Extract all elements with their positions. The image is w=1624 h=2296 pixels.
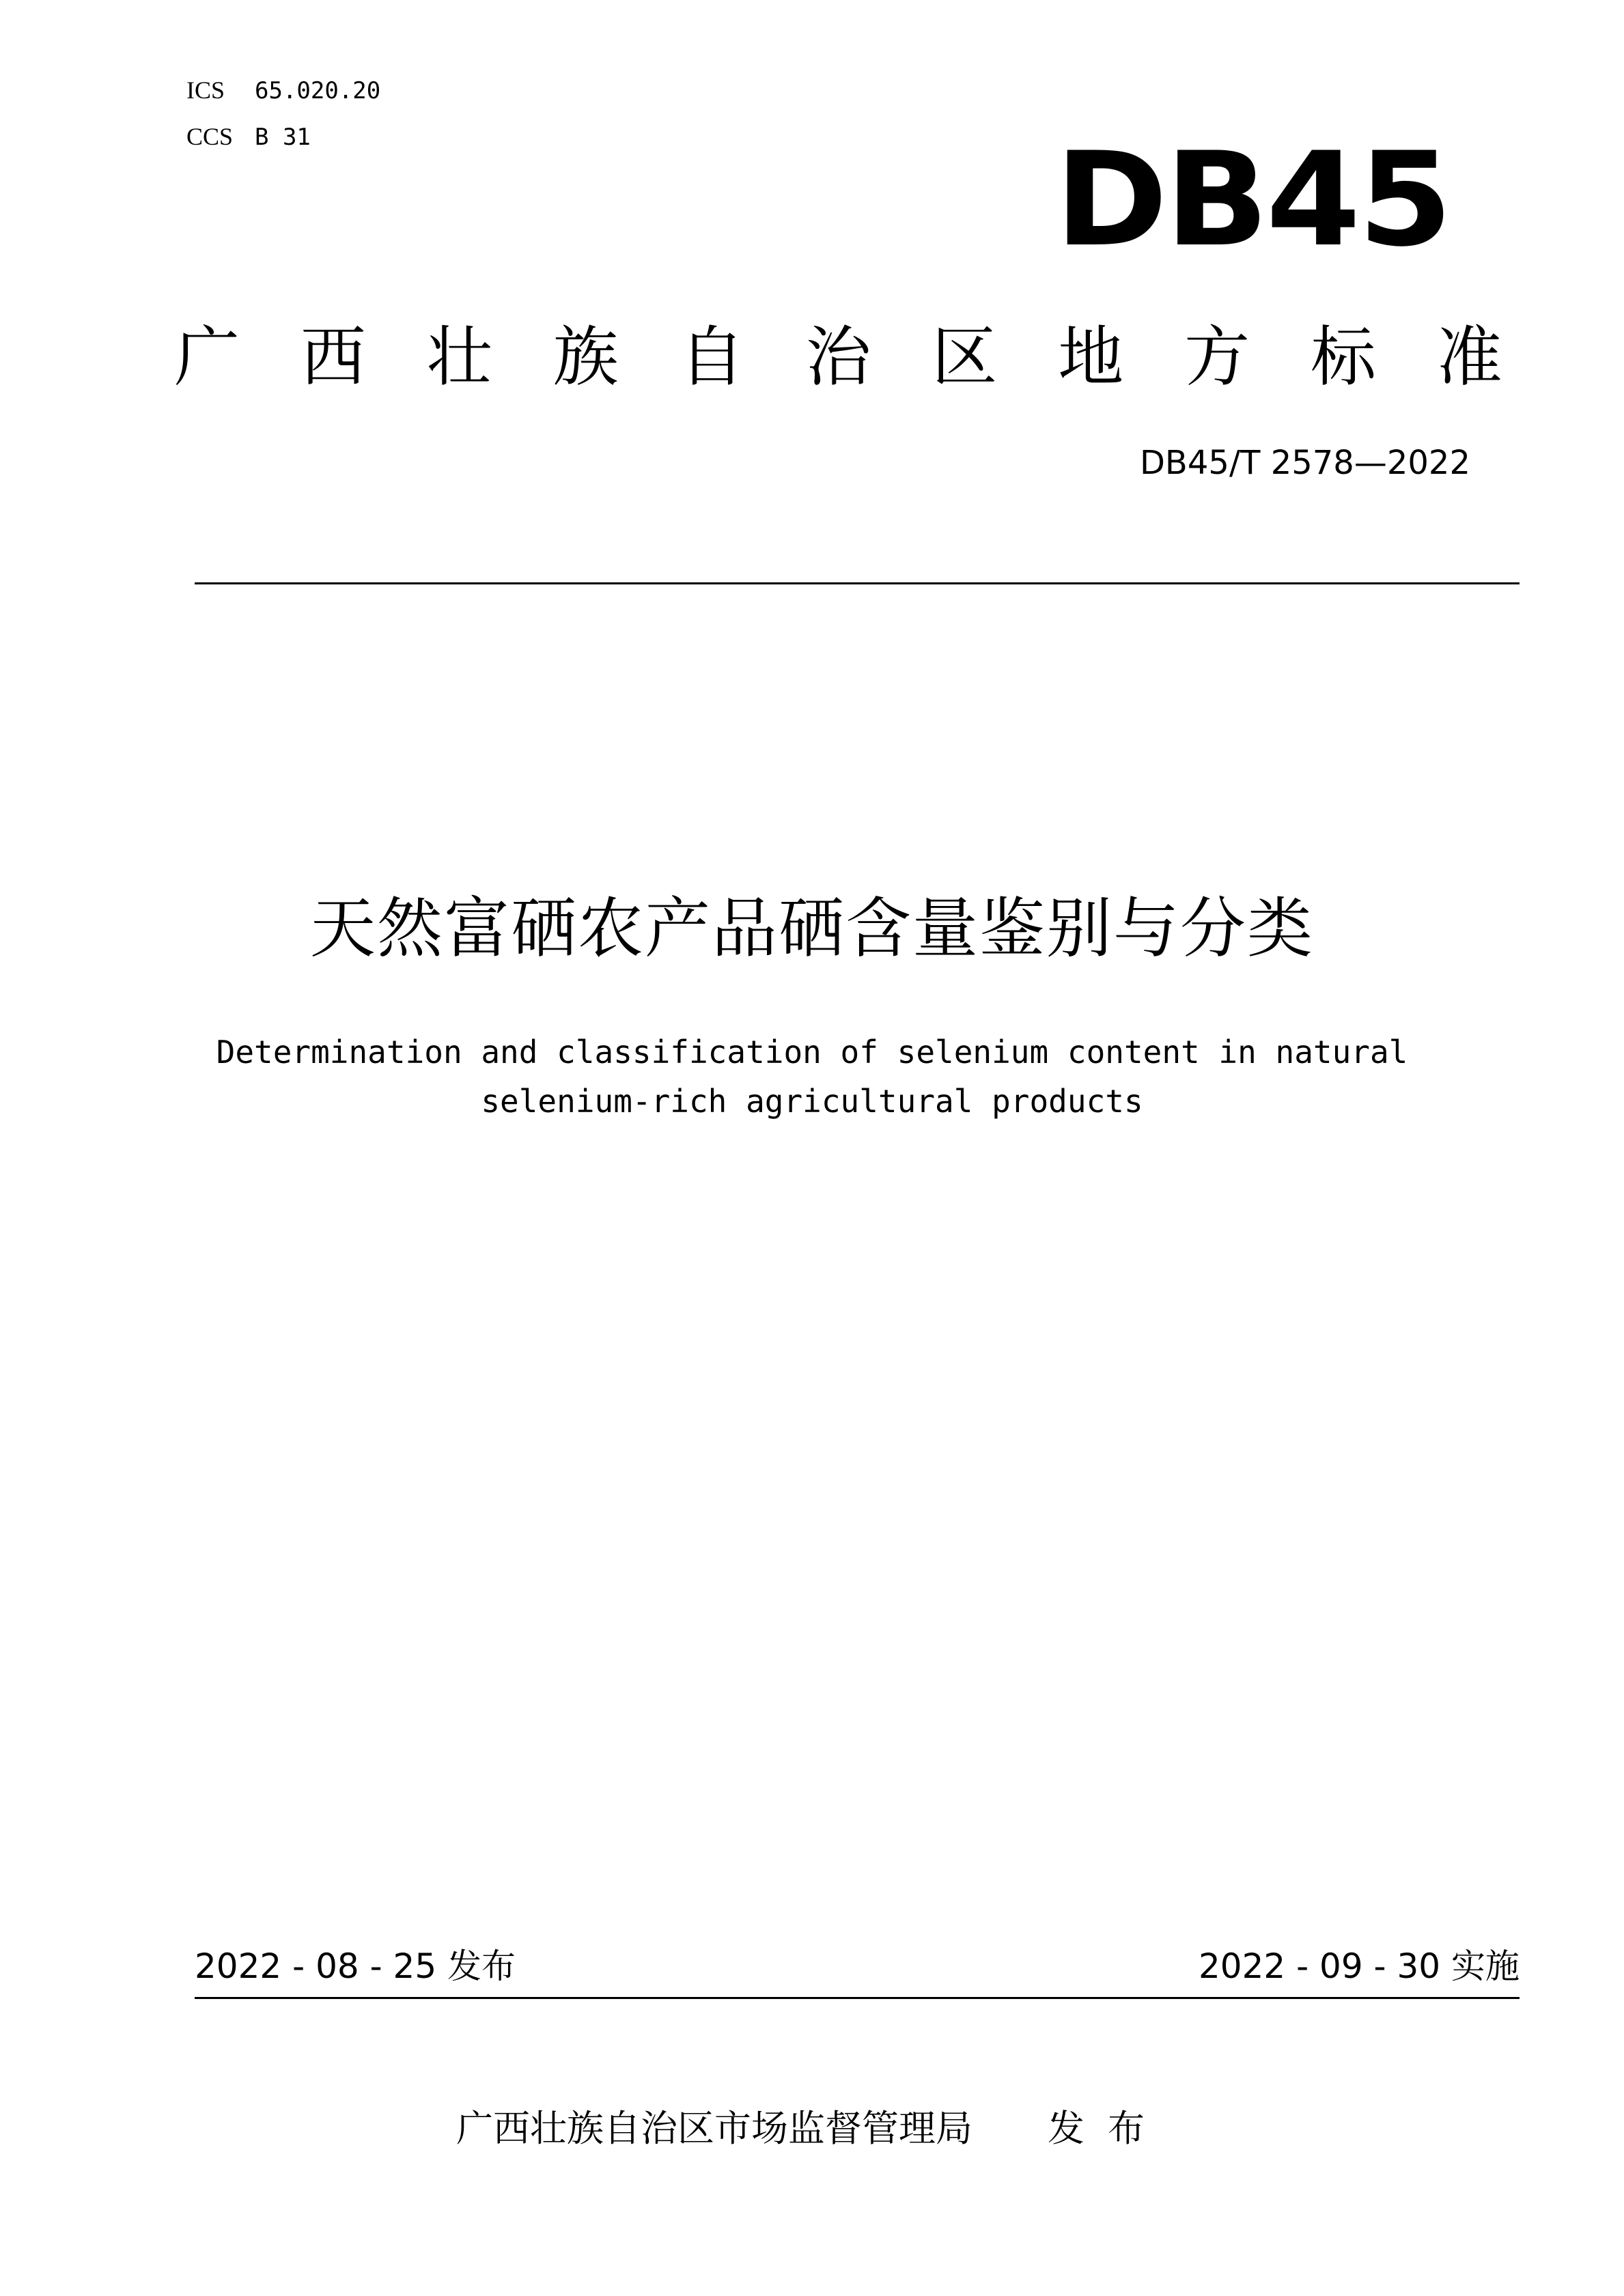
title-english-line-2: selenium-rich agricultural products [481,1083,1143,1120]
standard-type-char: 自 [679,318,745,395]
standard-type-char: 壮 [426,318,492,395]
ccs-code [186,123,311,151]
standard-type-heading [174,314,1502,395]
bottom-divider [195,1997,1520,1999]
standard-type-char: 西 [300,318,366,395]
publisher-line [0,2106,1624,2151]
publisher-name: 广西壮族自治区市场监督管理局 [456,2107,972,2150]
ccs-label: CCS [186,123,234,150]
standard-type-char: 标 [1311,318,1377,395]
standard-type-char: 广 [174,318,240,395]
title-chinese: 天然富硒农产品硒含量鉴别与分类 [310,890,1314,967]
implementation-date: 2022 - 09 - 30 实施 [1198,1946,1520,1986]
title-english-line-1: Determination and classification of selenium content in natural [216,1034,1408,1071]
standard-type-char: 族 [552,318,619,395]
publisher-action: 发布 [1048,2107,1168,2150]
ics-value: 65.020.20 [255,77,381,104]
db45-logo: DB45 [1054,124,1450,275]
release-date: 2022 - 08 - 25 发布 [195,1946,516,1986]
standard-type-char: 区 [932,318,998,395]
standard-type-char: 准 [1436,318,1502,395]
standard-type-char: 地 [1058,318,1124,395]
ics-code [186,76,380,104]
ics-label: ICS [186,76,225,104]
standard-number: DB45/T 2578—2022 [1139,444,1470,482]
top-divider [195,582,1520,584]
standard-type-char: 治 [805,318,871,395]
standard-type-char: 方 [1184,318,1250,395]
ccs-value: B 31 [255,124,311,151]
